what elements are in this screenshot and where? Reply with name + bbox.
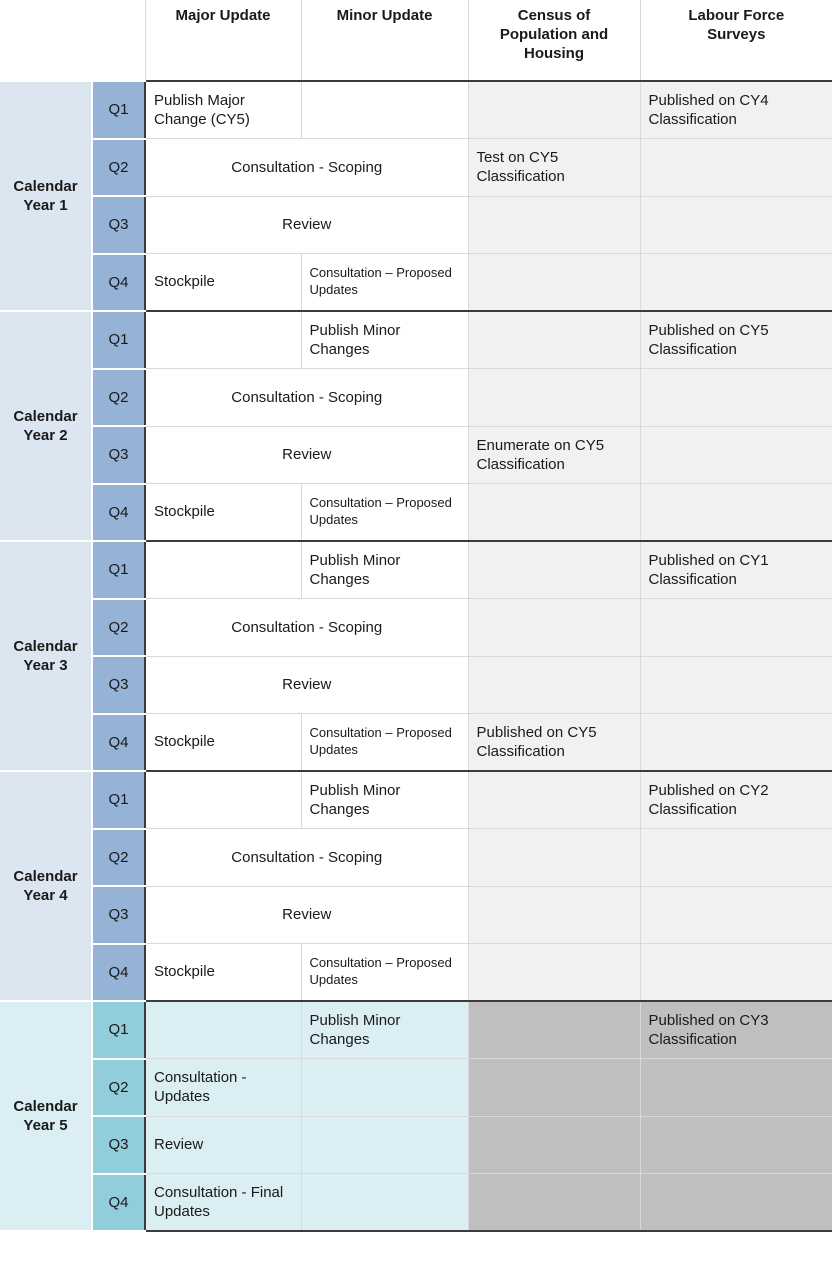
row-y2-q4	[0, 484, 832, 542]
cell-lfs: Published on CY1 Classification	[640, 541, 832, 599]
cell-minor: Consultation – Proposed Updates	[301, 484, 468, 542]
cell-major-minor-merged: Consultation - Scoping	[145, 369, 468, 427]
cell-lfs	[640, 254, 832, 312]
cell-lfs	[640, 829, 832, 887]
cell-census: Published on CY5 Classification	[468, 714, 640, 772]
quarter-label: Q2	[92, 369, 145, 427]
header-corner	[0, 0, 145, 81]
quarter-label: Q4	[92, 1174, 145, 1232]
cell-minor	[301, 1174, 468, 1232]
cell-major	[145, 771, 301, 829]
quarter-label: Q4	[92, 714, 145, 772]
row-y5-q2	[0, 1059, 832, 1117]
cell-census	[468, 1059, 640, 1117]
quarter-label: Q1	[92, 1001, 145, 1059]
cell-census	[468, 1001, 640, 1059]
cell-major: Review	[145, 1116, 301, 1174]
cell-lfs	[640, 484, 832, 542]
cell-minor	[301, 1116, 468, 1174]
cell-lfs: Published on CY5 Classification	[640, 311, 832, 369]
cell-census: Enumerate on CY5 Classification	[468, 426, 640, 484]
cell-minor: Publish Minor Changes	[301, 771, 468, 829]
row-y5-q4	[0, 1174, 832, 1232]
cell-major: Stockpile	[145, 254, 301, 312]
cell-census	[468, 1174, 640, 1232]
cell-census	[468, 311, 640, 369]
row-y3-q2	[0, 599, 832, 657]
row-y3-q4	[0, 714, 832, 772]
header-row	[0, 0, 832, 81]
quarter-label: Q3	[92, 886, 145, 944]
cell-major-minor-merged: Review	[145, 426, 468, 484]
quarter-label: Q2	[92, 829, 145, 887]
cell-lfs: Published on CY3 Classification	[640, 1001, 832, 1059]
cell-minor: Consultation – Proposed Updates	[301, 254, 468, 312]
row-y4-q2	[0, 829, 832, 887]
quarter-label: Q1	[92, 771, 145, 829]
cell-lfs	[640, 656, 832, 714]
cell-lfs	[640, 886, 832, 944]
quarter-label: Q4	[92, 484, 145, 542]
cell-minor: Consultation – Proposed Updates	[301, 944, 468, 1002]
quarter-label: Q3	[92, 656, 145, 714]
row-y1-q2	[0, 139, 832, 197]
quarter-label: Q3	[92, 1116, 145, 1174]
row-y2-q3	[0, 426, 832, 484]
cell-major: Consultation - Updates	[145, 1059, 301, 1117]
column-header-census: Census of Population and Housing	[468, 0, 640, 81]
quarter-label: Q1	[92, 81, 145, 139]
year-label-2: Calendar Year 2	[0, 311, 92, 541]
cell-lfs: Published on CY4 Classification	[640, 81, 832, 139]
row-y2-q2	[0, 369, 832, 427]
cell-major-minor-merged: Review	[145, 196, 468, 254]
row-y2-q1	[0, 311, 832, 369]
cell-minor: Publish Minor Changes	[301, 541, 468, 599]
cell-census	[468, 254, 640, 312]
column-header-minor-update: Minor Update	[301, 0, 468, 81]
row-y5-q1	[0, 1001, 832, 1059]
cell-census	[468, 599, 640, 657]
year-label-3: Calendar Year 3	[0, 541, 92, 771]
cell-major: Stockpile	[145, 484, 301, 542]
quarter-label: Q3	[92, 196, 145, 254]
cell-census: Test on CY5 Classification	[468, 139, 640, 197]
cell-major: Publish Major Change (CY5)	[145, 81, 301, 139]
cell-minor: Consultation – Proposed Updates	[301, 714, 468, 772]
row-y4-q3	[0, 886, 832, 944]
cell-major	[145, 1001, 301, 1059]
cell-census	[468, 944, 640, 1002]
year-label-4: Calendar Year 4	[0, 771, 92, 1001]
quarter-label: Q4	[92, 944, 145, 1002]
row-y5-q3	[0, 1116, 832, 1174]
cell-lfs	[640, 1059, 832, 1117]
cell-major: Stockpile	[145, 714, 301, 772]
row-y3-q1	[0, 541, 832, 599]
cell-census	[468, 829, 640, 887]
cell-census	[468, 81, 640, 139]
cell-census	[468, 656, 640, 714]
row-y1-q1	[0, 81, 832, 139]
cell-major-minor-merged: Consultation - Scoping	[145, 829, 468, 887]
cell-major	[145, 311, 301, 369]
cell-lfs	[640, 714, 832, 772]
cell-lfs: Published on CY2 Classification	[640, 771, 832, 829]
row-y3-q3	[0, 656, 832, 714]
cell-major	[145, 541, 301, 599]
cell-major-minor-merged: Consultation - Scoping	[145, 139, 468, 197]
cell-minor	[301, 1059, 468, 1117]
cell-lfs	[640, 369, 832, 427]
row-y4-q4	[0, 944, 832, 1002]
quarter-label: Q2	[92, 1059, 145, 1117]
cell-lfs	[640, 196, 832, 254]
column-header-labour-force-surveys: Labour Force Surveys	[640, 0, 832, 81]
cell-census	[468, 369, 640, 427]
cell-census	[468, 1116, 640, 1174]
cell-lfs	[640, 139, 832, 197]
cell-lfs	[640, 426, 832, 484]
cell-census	[468, 886, 640, 944]
cell-major-minor-merged: Review	[145, 886, 468, 944]
row-y4-q1	[0, 771, 832, 829]
quarter-label: Q1	[92, 541, 145, 599]
cell-minor	[301, 81, 468, 139]
cell-major: Stockpile	[145, 944, 301, 1002]
quarter-label: Q4	[92, 254, 145, 312]
cell-census	[468, 771, 640, 829]
quarter-label: Q1	[92, 311, 145, 369]
row-y1-q3	[0, 196, 832, 254]
cell-major-minor-merged: Review	[145, 656, 468, 714]
cell-census	[468, 484, 640, 542]
cell-lfs	[640, 944, 832, 1002]
quarter-label: Q3	[92, 426, 145, 484]
cell-census	[468, 196, 640, 254]
cell-major: Consultation - Final Updates	[145, 1174, 301, 1232]
cell-lfs	[640, 1174, 832, 1232]
year-label-5: Calendar Year 5	[0, 1001, 92, 1231]
year-label-1: Calendar Year 1	[0, 81, 92, 311]
cell-major-minor-merged: Consultation - Scoping	[145, 599, 468, 657]
row-y1-q4	[0, 254, 832, 312]
cell-census	[468, 541, 640, 599]
cell-lfs	[640, 1116, 832, 1174]
quarter-label: Q2	[92, 139, 145, 197]
cell-minor: Publish Minor Changes	[301, 311, 468, 369]
quarter-label: Q2	[92, 599, 145, 657]
cell-lfs	[640, 599, 832, 657]
cell-minor: Publish Minor Changes	[301, 1001, 468, 1059]
column-header-major-update: Major Update	[145, 0, 301, 81]
